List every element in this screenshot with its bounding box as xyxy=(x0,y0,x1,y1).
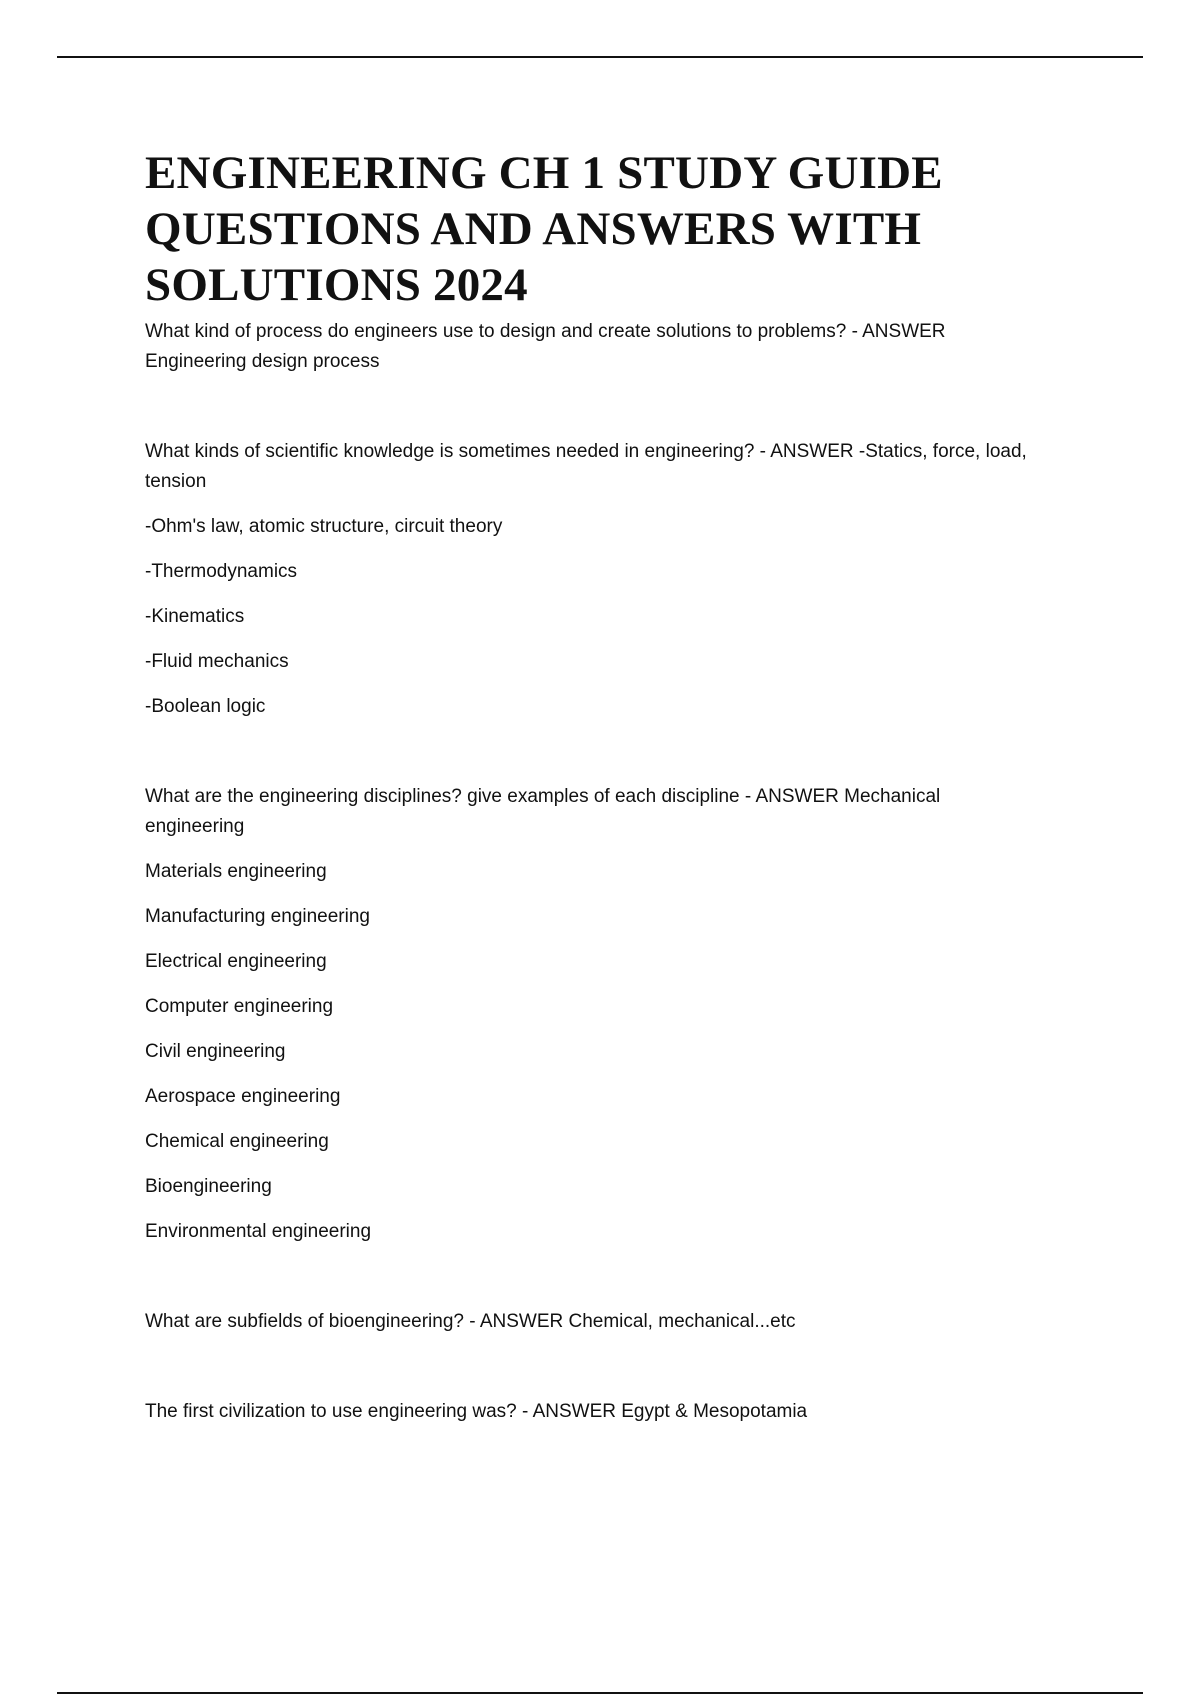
list-item: -Boolean logic xyxy=(145,696,266,717)
list-item: Bioengineering xyxy=(145,1176,272,1197)
document-body xyxy=(145,145,1095,1427)
list-item: Environmental engineering xyxy=(145,1221,372,1242)
list-item: Chemical engineering xyxy=(145,1131,329,1152)
list-item: -Kinematics xyxy=(145,606,245,627)
qa-question-3: What are the engineering disciplines? give examples of each discipline - ANSWER Mechanical engineering xyxy=(145,786,941,837)
document-title: ENGINEERING CH 1 STUDY GUIDE QUESTIONS AND ANSWERS WITH SOLUTIONS 2024 xyxy=(145,147,943,311)
list-item: -Fluid mechanics xyxy=(145,651,289,672)
bottom-rule xyxy=(57,1692,1143,1694)
list-item: -Ohm's law, atomic structure, circuit theory xyxy=(145,516,503,537)
qa-question-5: The first civilization to use engineering was? - ANSWER Egypt & Mesopotamia xyxy=(145,1401,808,1422)
qa-question-1: What kind of process do engineers use to design and create solutions to problems? - ANSWER Engineering design process xyxy=(145,321,946,372)
list-item: Materials engineering xyxy=(145,861,327,882)
top-rule xyxy=(57,56,1143,58)
qa-question-4: What are subfields of bioengineering? - ANSWER Chemical, mechanical...etc xyxy=(145,1311,796,1332)
list-item: Manufacturing engineering xyxy=(145,906,370,927)
list-item: -Thermodynamics xyxy=(145,561,298,582)
qa-question-2: What kinds of scientific knowledge is sometimes needed in engineering? - ANSWER -Statics, force, load, tension xyxy=(145,441,1027,492)
list-item: Civil engineering xyxy=(145,1041,286,1062)
list-item: Computer engineering xyxy=(145,996,334,1017)
list-item: Aerospace engineering xyxy=(145,1086,341,1107)
list-item: Electrical engineering xyxy=(145,951,327,972)
